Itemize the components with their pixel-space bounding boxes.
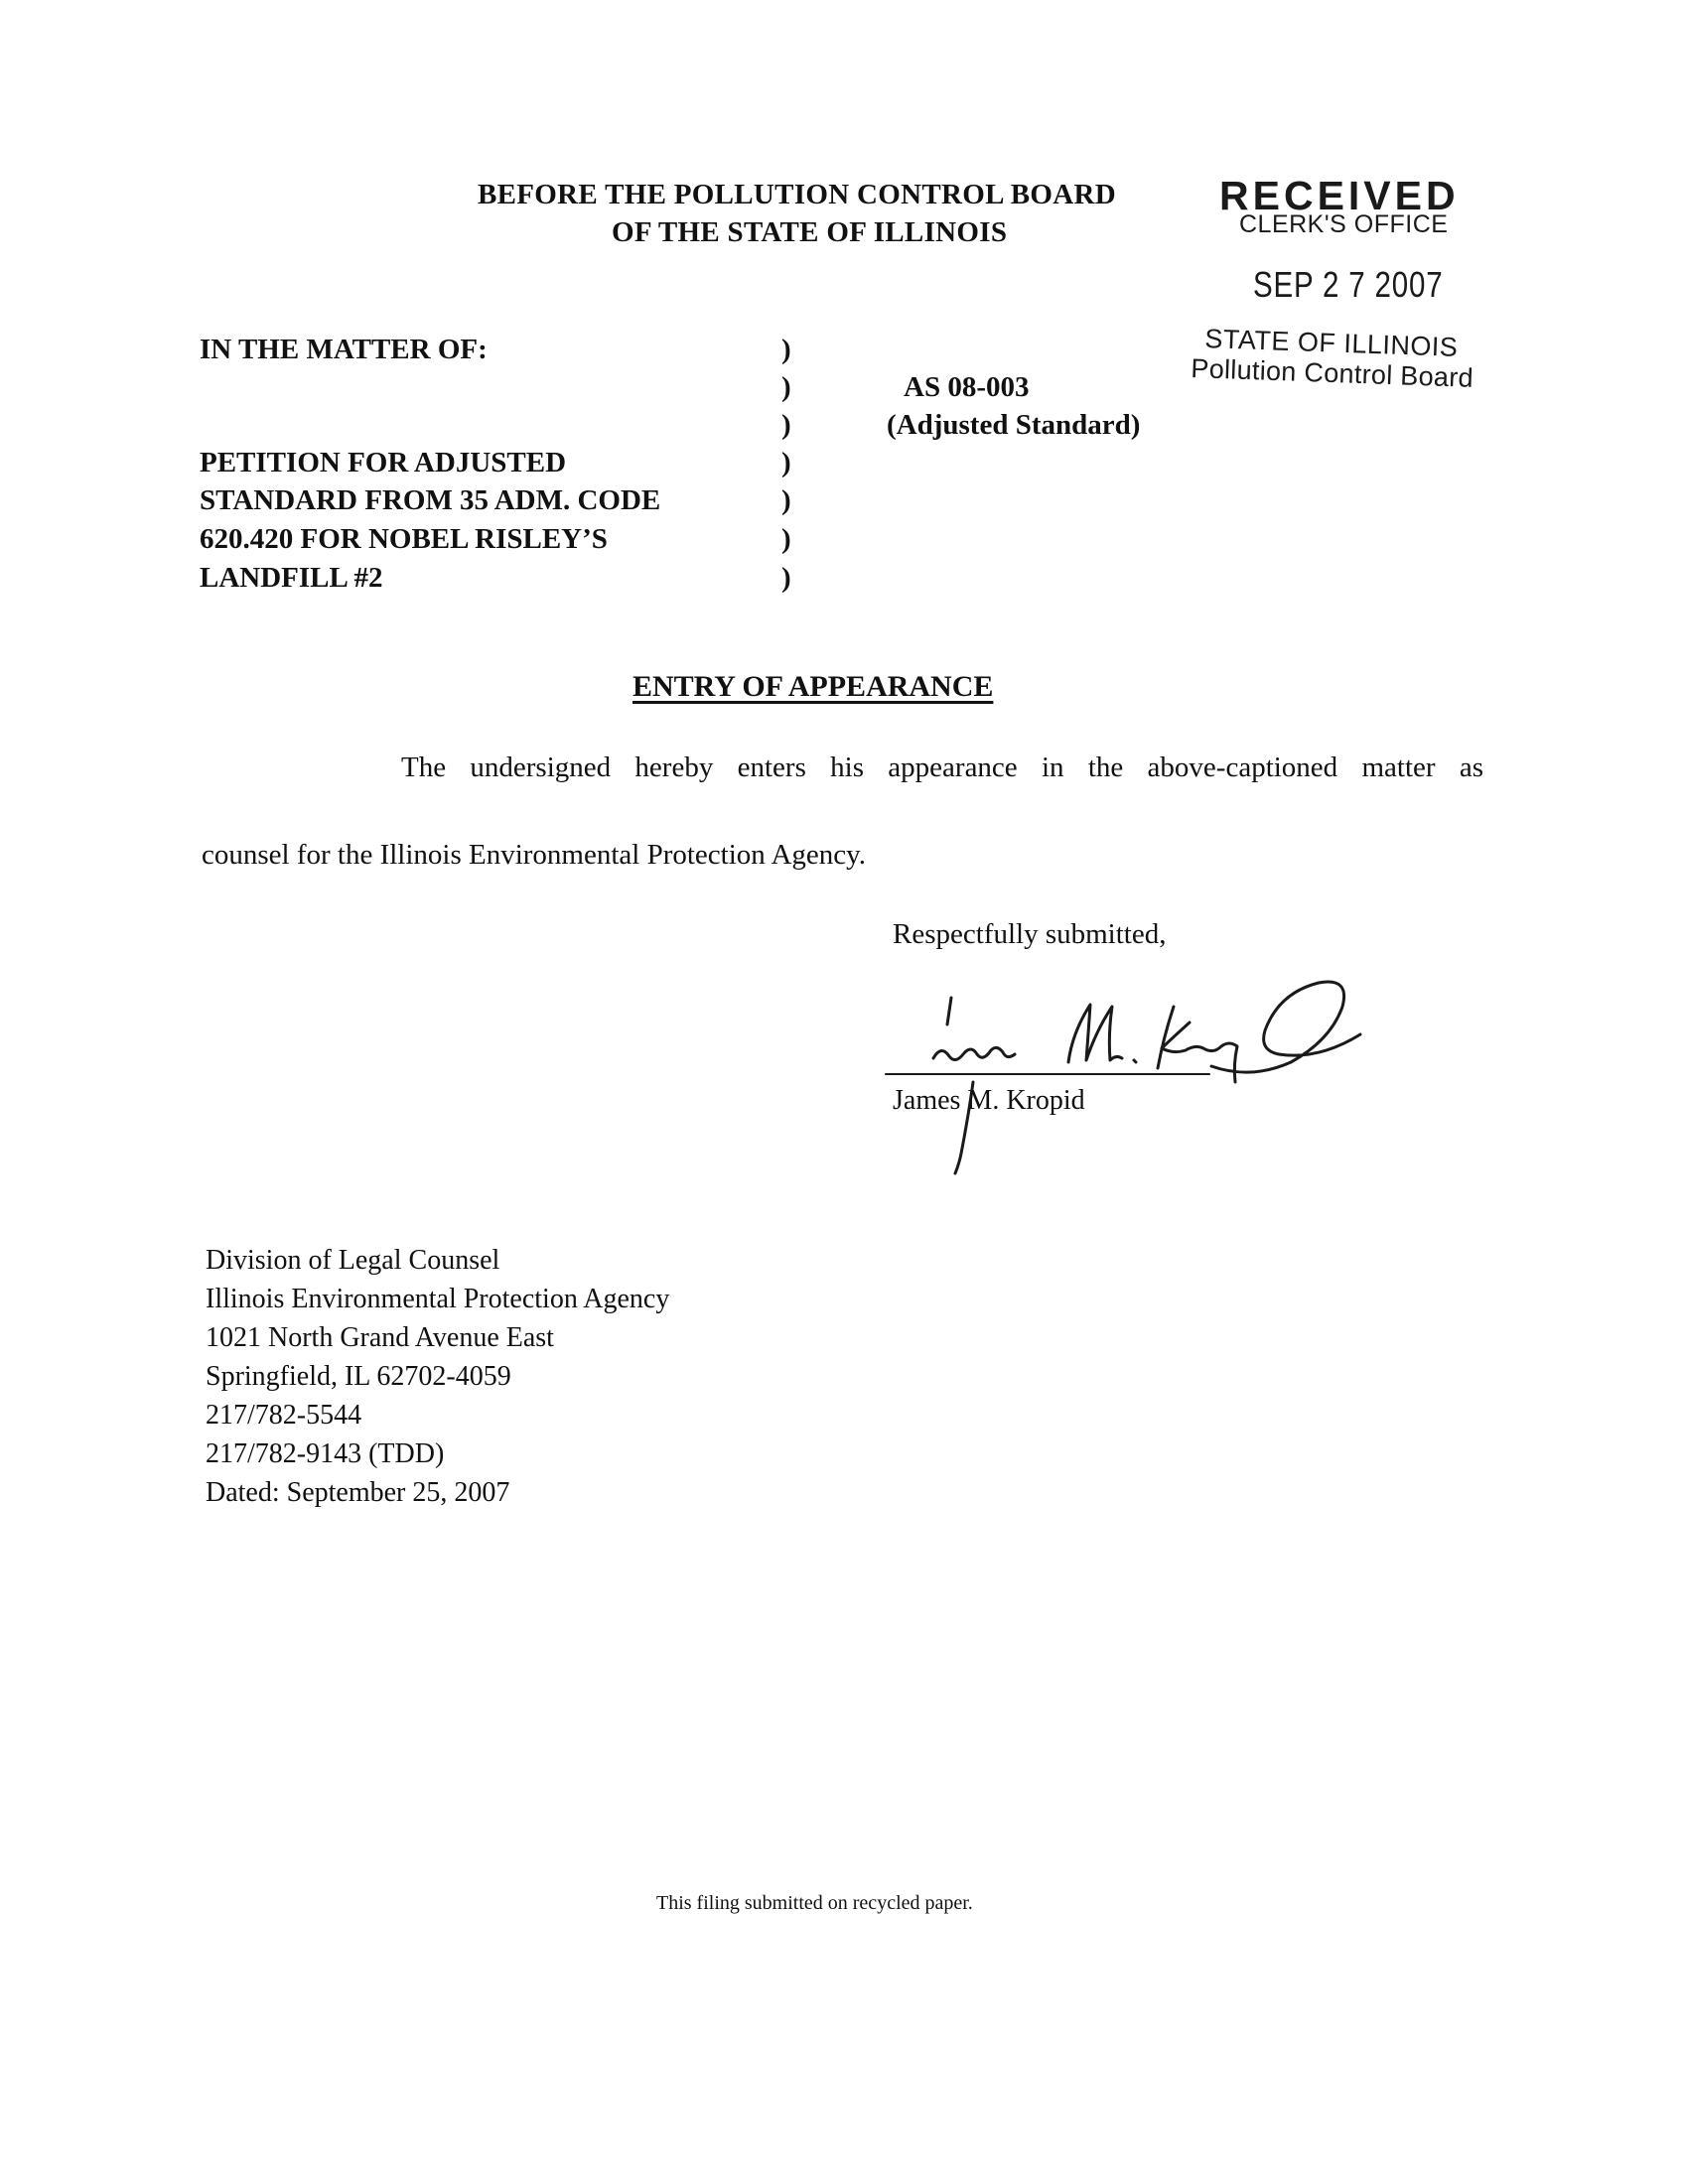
stamp-board: Pollution Control Board [1190, 353, 1474, 393]
body-line-2: counsel for the Illinois Environmental Protection Agency. [202, 839, 866, 871]
recycled-paper-note: This filing submitted on recycled paper. [656, 1892, 973, 1914]
caption-paren: ) [781, 447, 791, 478]
caption-paren: ) [781, 562, 791, 594]
petition-line-4: LANDFILL #2 [200, 562, 383, 594]
petition-line-3: 620.420 FOR NOBEL RISLEY’S [200, 523, 608, 555]
address-line-2: Illinois Environmental Protection Agency [206, 1284, 670, 1314]
stamp-date: SEP 2 7 2007 [1253, 264, 1444, 305]
caption-paren: ) [781, 523, 791, 555]
case-type: (Adjusted Standard) [887, 409, 1141, 441]
stamp-state: STATE OF ILLINOIS [1203, 324, 1459, 362]
caption-paren: ) [781, 484, 791, 516]
caption-paren: ) [781, 409, 791, 441]
address-line-4: Springfield, IL 62702-4059 [206, 1361, 511, 1392]
petition-line-1: PETITION FOR ADJUSTED [200, 447, 567, 478]
address-line-1: Division of Legal Counsel [206, 1245, 500, 1276]
signer-name: James M. Kropid [893, 1085, 1085, 1116]
case-number: AS 08-003 [904, 371, 1030, 403]
stamp-clerk-office: CLERK'S OFFICE [1239, 210, 1449, 238]
stamp-received: RECEIVED [1219, 173, 1460, 218]
court-heading-line2: OF THE STATE OF ILLINOIS [612, 216, 1008, 248]
document-title: ENTRY OF APPEARANCE [632, 670, 994, 703]
address-line-6: 217/782-9143 (TDD) [206, 1438, 445, 1469]
court-heading-line1: BEFORE THE POLLUTION CONTROL BOARD [478, 179, 1116, 210]
caption-paren: ) [781, 371, 791, 403]
respectfully-submitted: Respectfully submitted, [893, 918, 1167, 950]
petition-line-2: STANDARD FROM 35 ADM. CODE [200, 484, 661, 516]
caption-paren: ) [781, 334, 791, 365]
body-line-1: The undersigned hereby enters his appearance in the above-captioned matter as [401, 751, 1483, 783]
address-line-5: 217/782-5544 [206, 1400, 362, 1431]
address-line-3: 1021 North Grand Avenue East [206, 1322, 554, 1353]
matter-label: IN THE MATTER OF: [200, 334, 488, 365]
dated-line: Dated: September 25, 2007 [206, 1477, 510, 1508]
handwritten-signature [874, 963, 1430, 1181]
